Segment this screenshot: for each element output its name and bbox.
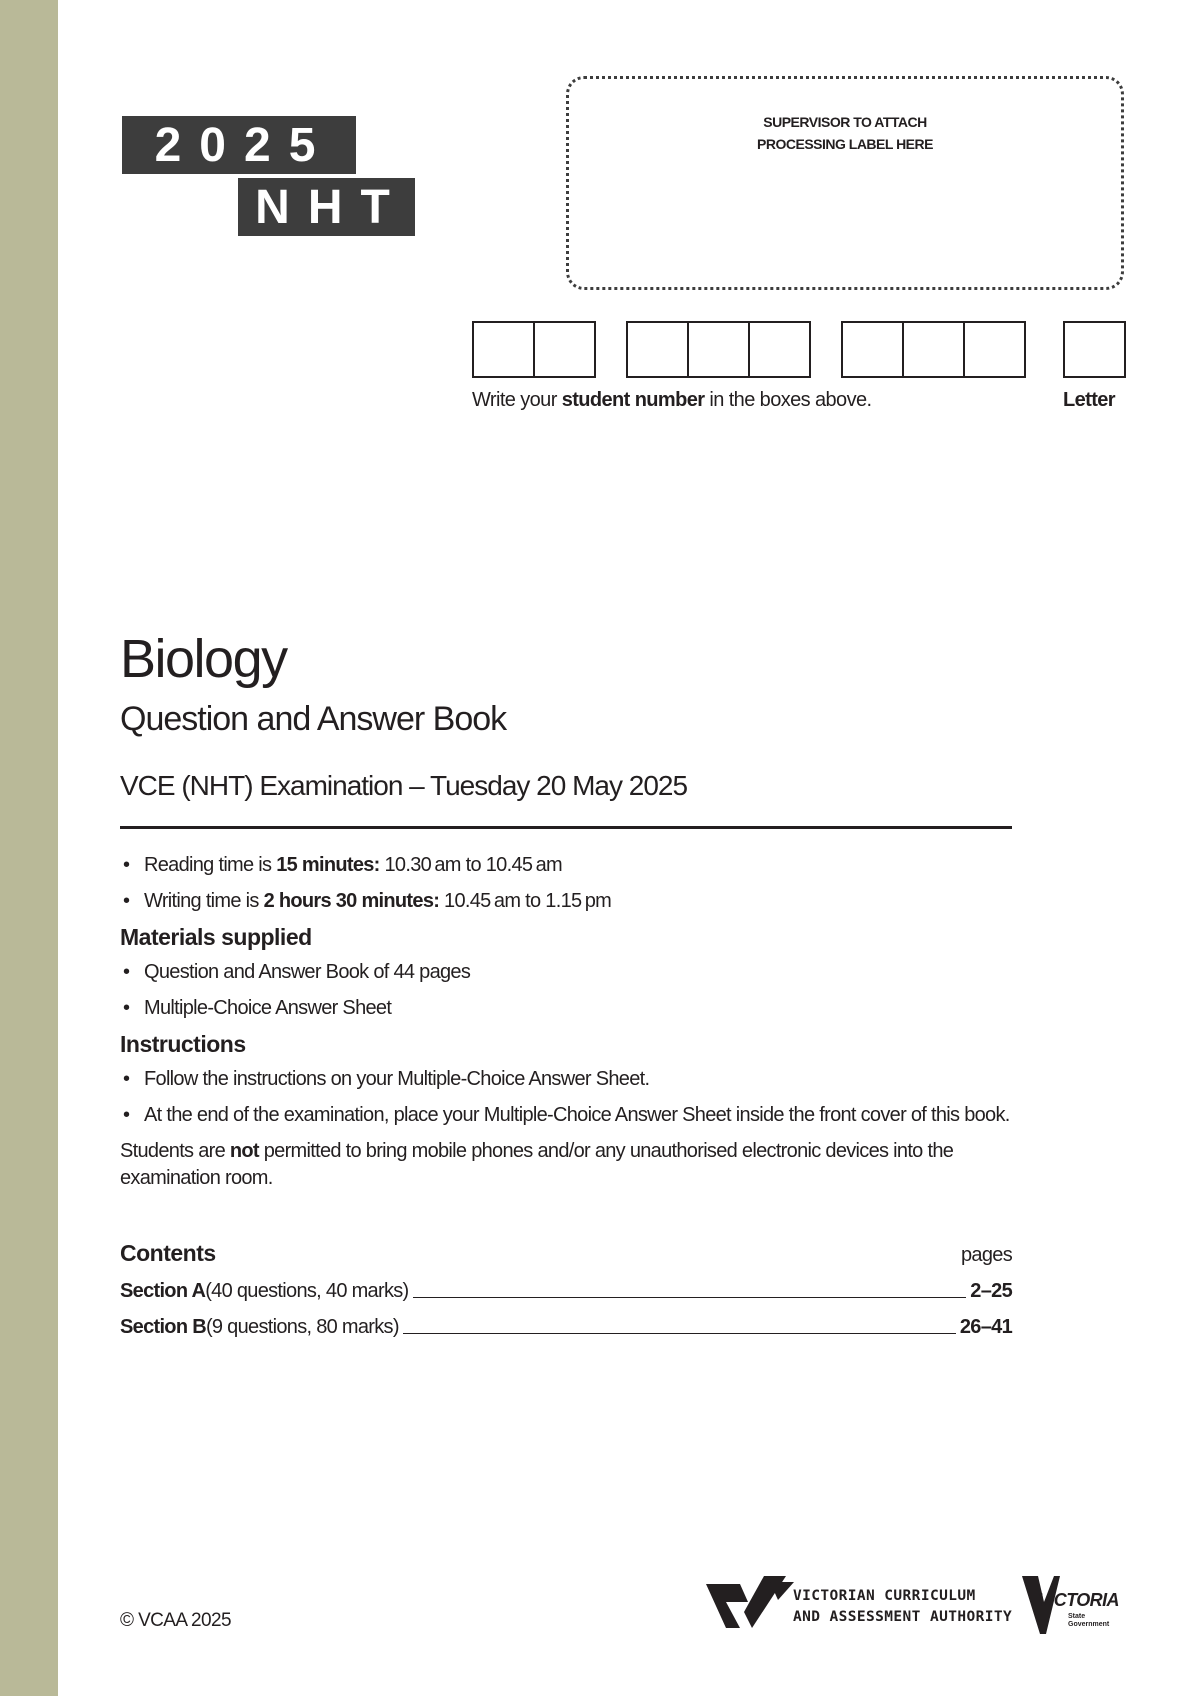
student-letter-box[interactable] [1063,321,1126,378]
leader-line [413,1297,967,1298]
page-title: Biology [120,629,287,689]
contents-table [120,1240,1012,1351]
writing-time-bold: 2 hours 30 minutes: [263,890,440,912]
caption-pre: Write your [472,389,562,411]
exam-information [120,852,1012,1204]
student-number-digit-box[interactable] [687,321,750,378]
student-number-digit-box[interactable] [841,321,904,378]
materials-item: • Question and Answer Book of 44 pages [120,959,1012,985]
leader-line [403,1333,956,1334]
writing-time [120,888,1012,914]
writing-time-pre: Writing time is [144,890,264,912]
reading-time-post: 10.30 am to 10.45 am [379,854,562,876]
warning-pre: Students are [120,1140,230,1162]
section-detail: (40 questions, 40 marks) [205,1280,409,1302]
victoria-wordmark: VICTORIA [1038,1590,1119,1610]
materials-heading: Materials supplied [120,924,312,950]
materials-item: • Multiple-Choice Answer Sheet [120,995,1012,1021]
letter-caption: Letter [1063,389,1115,411]
contents-row [120,1279,1012,1303]
student-number-digit-box[interactable] [902,321,965,378]
reading-time-bold: 15 minutes: [276,854,380,876]
copyright: © VCAA 2025 [120,1610,231,1631]
label-box-line-2: PROCESSING LABEL HERE [757,136,933,152]
device-warning [120,1138,1012,1192]
student-number-digit-box[interactable] [748,321,811,378]
contents-heading: Contents [120,1240,216,1266]
student-number-caption [472,389,871,412]
section-pages: 2–25 [970,1280,1012,1302]
processing-label-box [566,76,1124,290]
victoria-sub-1: State [1068,1613,1086,1620]
year-badge: 2025 [122,116,356,174]
student-number-digit-box[interactable] [472,321,535,378]
label-box-text [757,111,933,155]
victoria-sub-2: Government [1068,1621,1110,1628]
victoria-subtext [1068,1613,1109,1629]
reading-time-pre: Reading time is [144,854,277,876]
vcaa-wordmark [793,1586,1012,1628]
side-color-band [0,0,58,1696]
pages-label: pages [961,1244,1012,1266]
warning-bold: not [229,1140,259,1162]
section-name: Section A [120,1280,206,1302]
writing-time-post: 10.45 am to 1.15 pm [439,890,612,912]
section-pages: 26–41 [959,1316,1012,1338]
reading-time [120,852,1012,878]
vcaa-logo-icon [706,1576,796,1630]
label-box-line-1: SUPERVISOR TO ATTACH [763,114,927,130]
instructions-item: • Follow the instructions on your Multiple-Choice Answer Sheet. [120,1066,1012,1092]
section-name: Section B [120,1316,206,1338]
contents-row [120,1315,1012,1339]
instructions-item: • At the end of the examination, place your Multiple-Choice Answer Sheet inside the front cover of this book. [120,1102,1012,1128]
session-badge: NHT [238,178,415,236]
vcaa-line-2: AND ASSESSMENT AUTHORITY [793,1609,1013,1625]
divider [120,826,1012,829]
exam-date-line: VCE (NHT) Examination – Tuesday 20 May 2025 [120,770,688,801]
vcaa-line-1: VICTORIAN CURRICULUM [793,1588,976,1604]
section-detail: (9 questions, 80 marks) [205,1316,399,1338]
student-number-digit-box[interactable] [963,321,1026,378]
contents-header [120,1240,1012,1267]
warning-post: permitted to bring mobile phones and/or any unauthorised electronic devices into the examination room. [120,1140,954,1189]
page-subtitle: Question and Answer Book [120,700,507,738]
instructions-heading: Instructions [120,1031,246,1057]
student-number-digit-box[interactable] [533,321,596,378]
caption-bold: student number [561,389,705,411]
student-number-digit-box[interactable] [626,321,689,378]
caption-post: in the boxes above. [704,389,872,411]
